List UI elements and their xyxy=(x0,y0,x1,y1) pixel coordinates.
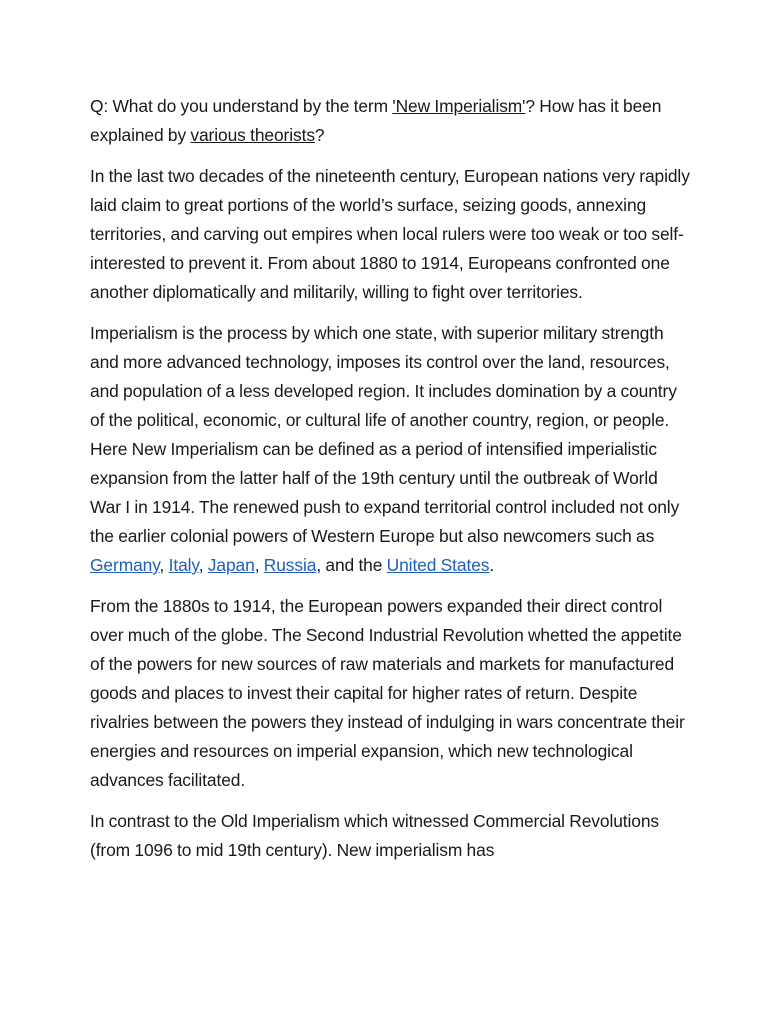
separator: , and the xyxy=(316,555,387,575)
question-prefix: Q: What do you understand by the term xyxy=(90,96,393,116)
link-italy[interactable]: Italy xyxy=(168,555,199,575)
paragraph-4: In contrast to the Old Imperialism which witnessed Commercial Revolutions (from 1096 to mid 19th century). New imperialism has xyxy=(90,811,660,860)
question-heading xyxy=(90,92,690,150)
separator: , xyxy=(159,555,169,575)
link-russia[interactable]: Russia xyxy=(263,555,317,575)
link-japan[interactable]: Japan xyxy=(207,555,255,575)
paragraph-2-text: Imperialism is the process by which one state, with superior military strength and more advanced technology, imposes its control over the land, resources, and population of a less developed region. It includes domination by a country of the political, economic, or cultural life of another country, region, or people. Here New Imperialism can be defined as a period of intensified imperialistic expansion from the latter half of the 19th century until the outbreak of World War I in 1914. The renewed push to expand territorial control included not only the earlier colonial powers of Western Europe but also newcomers such as xyxy=(90,323,680,546)
link-germany[interactable]: Germany xyxy=(90,555,160,575)
paragraph-3: From the 1880s to 1914, the European powers expanded their direct control over much of the globe. The Second Industrial Revolution whetted the appetite of the powers for new sources of raw materials and markets for manufactured goods and places to invest their capital for higher rates of return. Despite rivalries between the powers they instead of indulging in wars concentrate their energies and resources on imperial expansion, which new technological advances facilitated. xyxy=(90,596,685,790)
link-united-states[interactable]: United States xyxy=(386,555,490,575)
separator: , xyxy=(198,555,208,575)
question-suffix: ? xyxy=(314,125,325,145)
question-middle: ? How has it been explained by xyxy=(90,96,662,145)
separator: , xyxy=(254,555,264,575)
paragraph-2 xyxy=(90,319,690,580)
theorists-underlined: various theorists xyxy=(190,125,315,145)
paragraph-1: In the last two decades of the nineteenth century, European nations very rapidly laid claim to great portions of the world’s surface, seizing goods, annexing territories, and carving out empires when local rulers were too weak or too self-interested to prevent it. From about 1880 to 1914, Europeans confronted one another diplomatically and militarily, willing to fight over territories. xyxy=(90,166,690,302)
document-page xyxy=(90,92,690,877)
paragraph-2-end: . xyxy=(489,555,495,575)
term-underlined: 'New Imperialism' xyxy=(392,96,526,116)
